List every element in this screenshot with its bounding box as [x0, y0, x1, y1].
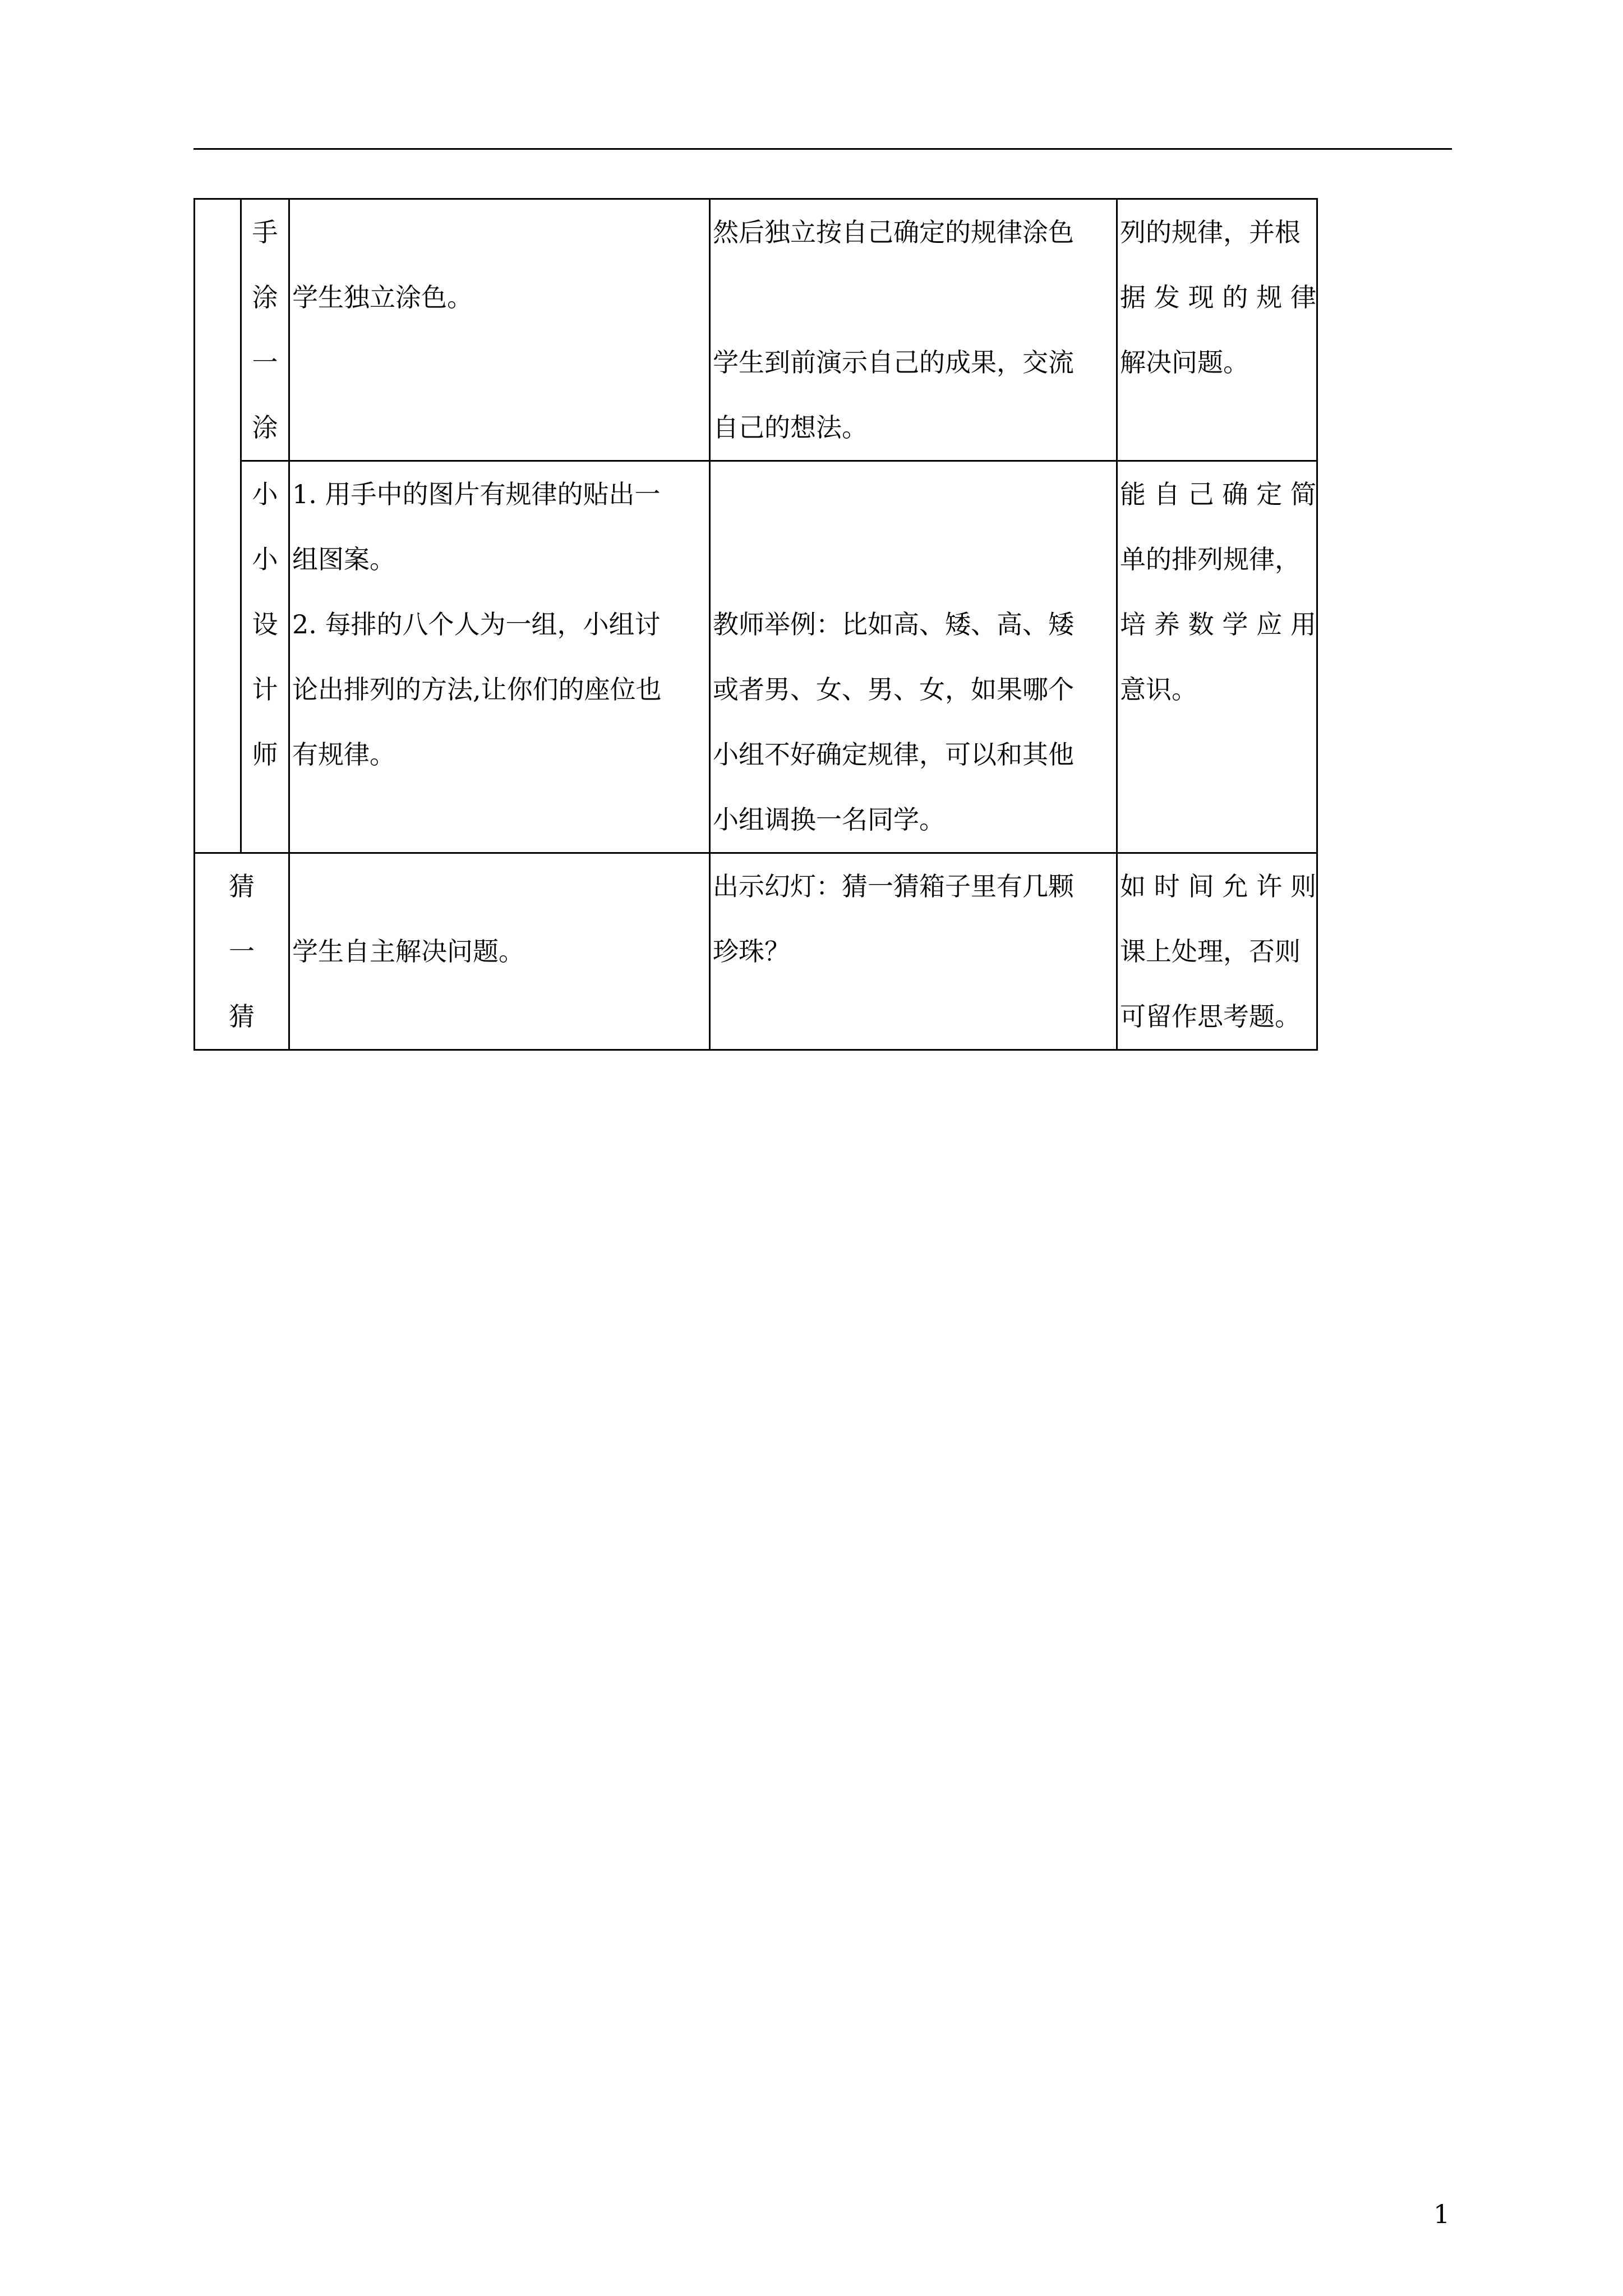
- student-activity-cell: [289, 461, 710, 853]
- activity-label-char: 涂: [252, 412, 278, 443]
- teacher-activity-text: 小组调换一名同学。: [713, 804, 945, 835]
- student-activity-text: 论出排列的方法,让你们的座位也: [292, 674, 662, 705]
- student-activity-text: 2. 每排的八个人为一组，小组讨: [292, 609, 661, 639]
- design-intent-text: 培养数学应用: [1120, 609, 1316, 639]
- design-intent-text: 课上处理，否则: [1120, 936, 1301, 967]
- design-intent-cell: [1117, 461, 1317, 853]
- teacher-activity-text: 教师举例：比如高、矮、高、矮: [713, 609, 1074, 639]
- design-intent-text: 据发现的规律: [1120, 282, 1316, 312]
- design-intent-text: 意识。: [1120, 674, 1197, 705]
- teacher-activity-cell: [710, 199, 1117, 461]
- activity-label-cell: [241, 461, 289, 853]
- design-intent-text: 列的规律，并根: [1120, 217, 1301, 247]
- activity-label-char: 猜: [229, 871, 255, 901]
- student-activity-cell: [289, 199, 710, 461]
- student-activity-text: 学生自主解决问题。: [292, 936, 524, 967]
- table-row: [195, 461, 1317, 853]
- header-rule: [193, 148, 1452, 150]
- activity-label-char: 小: [252, 479, 278, 509]
- student-activity-text: 组图案。: [292, 544, 395, 574]
- lesson-plan-table: [193, 198, 1318, 1051]
- teacher-activity-text: 然后独立按自己确定的规律涂色: [713, 217, 1074, 247]
- teacher-activity-text: 自己的想法。: [713, 412, 868, 443]
- teacher-activity-text: 学生到前演示自己的成果，交流: [713, 347, 1074, 378]
- activity-label-char: 小: [252, 544, 278, 574]
- student-activity-text: 有规律。: [292, 739, 395, 770]
- activity-label-cell: [195, 853, 289, 1050]
- section-cell: [195, 199, 241, 853]
- activity-label-char: 师: [252, 739, 278, 770]
- design-intent-text: 如时间允许则: [1120, 871, 1316, 901]
- design-intent-text: 可留作思考题。: [1120, 1001, 1301, 1032]
- table-row: [195, 853, 1317, 1050]
- student-activity-text: 学生独立涂色。: [292, 282, 473, 312]
- design-intent-text: 能自己确定简: [1120, 479, 1316, 509]
- teacher-activity-text: 或者男、女、男、女，如果哪个: [713, 674, 1074, 705]
- activity-label-cell: [241, 199, 289, 461]
- design-intent-text: 解决问题。: [1120, 347, 1249, 378]
- design-intent-cell: [1117, 853, 1317, 1050]
- student-activity-text: 1. 用手中的图片有规律的贴出一: [292, 479, 661, 509]
- activity-label-char: 设: [252, 609, 278, 639]
- student-activity-cell: [289, 853, 710, 1050]
- page-number: 1: [1433, 2199, 1450, 2229]
- teacher-activity-cell: [710, 461, 1117, 853]
- teacher-activity-text: 出示幻灯：猜一猜箱子里有几颗: [713, 871, 1074, 901]
- teacher-activity-cell: [710, 853, 1117, 1050]
- activity-label-char: 一: [252, 347, 278, 378]
- activity-label-char: 计: [252, 674, 278, 705]
- teacher-activity-text: 小组不好确定规律，可以和其他: [713, 739, 1074, 770]
- activity-label-char: 一: [229, 936, 255, 967]
- activity-label-char: 猜: [229, 1001, 255, 1032]
- activity-label-char: 手: [252, 217, 278, 247]
- design-intent-cell: [1117, 199, 1317, 461]
- design-intent-text: 单的排列规律，: [1120, 544, 1301, 574]
- teacher-activity-text: 珍珠？: [713, 936, 790, 967]
- activity-label-char: 涂: [252, 282, 278, 312]
- table-row: [195, 199, 1317, 461]
